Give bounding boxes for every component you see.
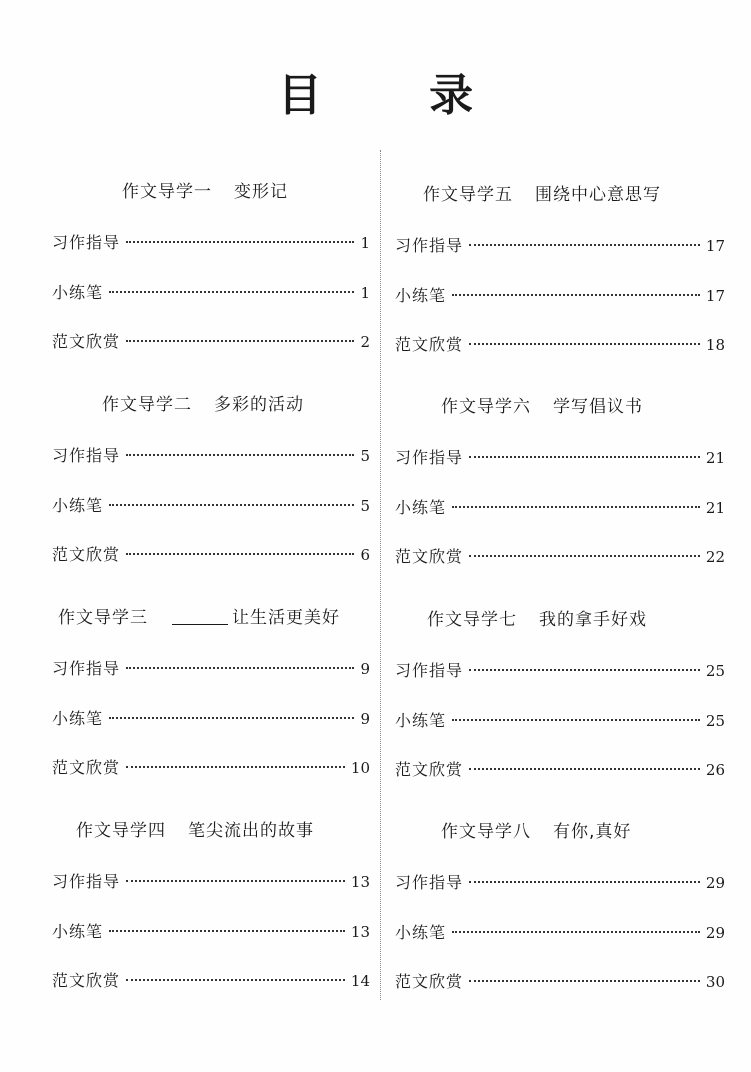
dot-leader <box>126 979 345 981</box>
toc-entry[interactable] <box>52 445 370 467</box>
entry-page-number: 21 <box>705 449 725 467</box>
chapter-heading <box>122 180 382 204</box>
toc-entry[interactable] <box>395 235 725 257</box>
toc-entry[interactable] <box>52 495 370 517</box>
entry-label: 小练笔 <box>52 709 104 728</box>
entry-page-number: 30 <box>705 973 725 991</box>
entry-label: 习作指导 <box>395 661 464 680</box>
entry-label: 范文欣赏 <box>52 332 121 351</box>
chapter-3 <box>52 606 382 777</box>
dot-leader <box>469 881 700 883</box>
dot-leader <box>126 241 354 243</box>
chapter-number: 作文导学六 <box>441 397 531 417</box>
chapter-5 <box>395 183 725 354</box>
chapter-heading <box>76 819 382 843</box>
entry-label: 范文欣赏 <box>52 545 121 564</box>
entry-label: 范文欣赏 <box>395 972 464 991</box>
chapter-number: 作文导学二 <box>102 395 192 415</box>
entry-label: 范文欣赏 <box>395 760 464 779</box>
dot-leader <box>452 506 700 508</box>
dot-leader <box>469 555 700 557</box>
dot-leader <box>109 717 354 719</box>
chapter-name: 笔尖流出的故事 <box>188 821 314 841</box>
entry-page-number: 14 <box>350 972 370 990</box>
entry-label: 小练笔 <box>395 498 447 517</box>
toc-entry[interactable] <box>52 757 370 779</box>
chapter-heading <box>102 393 382 417</box>
entry-page-number: 26 <box>705 761 725 779</box>
page-title: 目 录 <box>277 70 520 121</box>
toc-entry[interactable] <box>395 872 725 894</box>
entry-page-number: 10 <box>350 759 370 777</box>
entry-page-number: 21 <box>705 499 725 517</box>
chapter-name: 变形记 <box>234 182 288 202</box>
dot-leader <box>469 768 700 770</box>
entry-page-number: 18 <box>705 336 725 354</box>
entry-page-number: 5 <box>360 497 370 515</box>
entry-label: 习作指导 <box>395 236 464 255</box>
entry-page-number: 25 <box>705 712 725 730</box>
entry-page-number: 22 <box>705 548 725 566</box>
toc-entry[interactable] <box>395 759 725 781</box>
toc-entry[interactable] <box>395 285 725 307</box>
entry-page-number: 1 <box>360 284 370 302</box>
entry-label: 习作指导 <box>395 873 464 892</box>
entry-page-number: 2 <box>360 333 370 351</box>
entry-label: 范文欣赏 <box>52 758 121 777</box>
dot-leader <box>126 880 345 882</box>
chapter-name: 学写倡议书 <box>553 397 643 417</box>
toc-entry[interactable] <box>52 708 370 730</box>
dot-leader <box>469 456 700 458</box>
chapter-heading <box>427 608 725 632</box>
dot-leader <box>452 294 700 296</box>
toc-entry[interactable] <box>52 232 370 254</box>
chapter-7 <box>395 608 725 779</box>
chapter-heading <box>441 395 725 419</box>
entry-label: 小练笔 <box>395 711 447 730</box>
chapter-heading <box>58 606 382 630</box>
entry-label: 习作指导 <box>395 448 464 467</box>
entry-page-number: 17 <box>705 237 725 255</box>
entry-label: 习作指导 <box>52 233 121 252</box>
entry-page-number: 5 <box>360 447 370 465</box>
dot-leader <box>126 766 345 768</box>
chapter-name: 多彩的活动 <box>214 395 304 415</box>
chapter-number: 作文导学一 <box>122 182 212 202</box>
dot-leader <box>126 667 354 669</box>
chapter-8 <box>395 820 725 991</box>
entry-page-number: 1 <box>360 234 370 252</box>
dot-leader <box>469 669 700 671</box>
entry-label: 小练笔 <box>52 496 104 515</box>
toc-entry[interactable] <box>52 658 370 680</box>
chapter-heading <box>441 820 725 844</box>
entry-page-number: 13 <box>350 873 370 891</box>
entry-label: 范文欣赏 <box>395 547 464 566</box>
toc-entry[interactable] <box>395 710 725 732</box>
chapter-2 <box>52 393 382 564</box>
toc-entry[interactable] <box>395 660 725 682</box>
entry-page-number: 17 <box>705 287 725 305</box>
entry-page-number: 29 <box>705 874 725 892</box>
dot-leader <box>109 930 345 932</box>
chapter-name: 有你,真好 <box>553 822 632 842</box>
toc-entry[interactable] <box>395 971 725 993</box>
column-divider <box>380 150 381 1000</box>
entry-page-number: 6 <box>360 546 370 564</box>
entry-label: 习作指导 <box>52 872 121 891</box>
toc-entry[interactable] <box>395 497 725 519</box>
toc-entry[interactable] <box>52 282 370 304</box>
dot-leader <box>469 980 700 982</box>
entry-label: 小练笔 <box>395 923 447 942</box>
entry-page-number: 13 <box>350 923 370 941</box>
chapter-number: 作文导学七 <box>427 610 517 630</box>
dot-leader <box>126 553 354 555</box>
dot-leader <box>469 244 700 246</box>
toc-entry[interactable] <box>395 334 725 356</box>
chapter-heading <box>423 183 725 207</box>
entry-page-number: 9 <box>360 660 370 678</box>
toc-entry[interactable] <box>52 871 370 893</box>
toc-entry[interactable] <box>395 922 725 944</box>
chapter-4 <box>52 819 382 990</box>
entry-label: 习作指导 <box>52 446 121 465</box>
entry-label: 习作指导 <box>52 659 121 678</box>
toc-entry[interactable] <box>395 447 725 469</box>
dot-leader <box>109 504 354 506</box>
fill-in-blank <box>172 608 228 625</box>
toc-entry[interactable] <box>52 331 370 353</box>
toc-entry[interactable] <box>52 921 370 943</box>
entry-page-number: 29 <box>705 924 725 942</box>
entry-page-number: 9 <box>360 710 370 728</box>
dot-leader <box>109 291 354 293</box>
dot-leader <box>126 454 354 456</box>
chapter-1 <box>52 180 382 351</box>
chapter-6 <box>395 395 725 566</box>
chapter-number: 作文导学八 <box>441 822 531 842</box>
entry-label: 小练笔 <box>52 922 104 941</box>
entry-page-number: 25 <box>705 662 725 680</box>
entry-label: 范文欣赏 <box>52 971 121 990</box>
chapter-number: 作文导学三 <box>58 608 148 628</box>
chapter-name: 围绕中心意思写 <box>535 185 661 205</box>
entry-label: 小练笔 <box>395 286 447 305</box>
dot-leader <box>126 340 354 342</box>
toc-entry[interactable] <box>395 546 725 568</box>
toc-entry[interactable] <box>52 544 370 566</box>
chapter-number: 作文导学五 <box>423 185 513 205</box>
chapter-number: 作文导学四 <box>76 821 166 841</box>
dot-leader <box>452 931 700 933</box>
toc-entry[interactable] <box>52 970 370 992</box>
entry-label: 范文欣赏 <box>395 335 464 354</box>
dot-leader <box>469 343 700 345</box>
chapter-name: 我的拿手好戏 <box>539 610 647 630</box>
chapter-name: 让生活更美好 <box>232 608 340 628</box>
dot-leader <box>452 719 700 721</box>
entry-label: 小练笔 <box>52 283 104 302</box>
